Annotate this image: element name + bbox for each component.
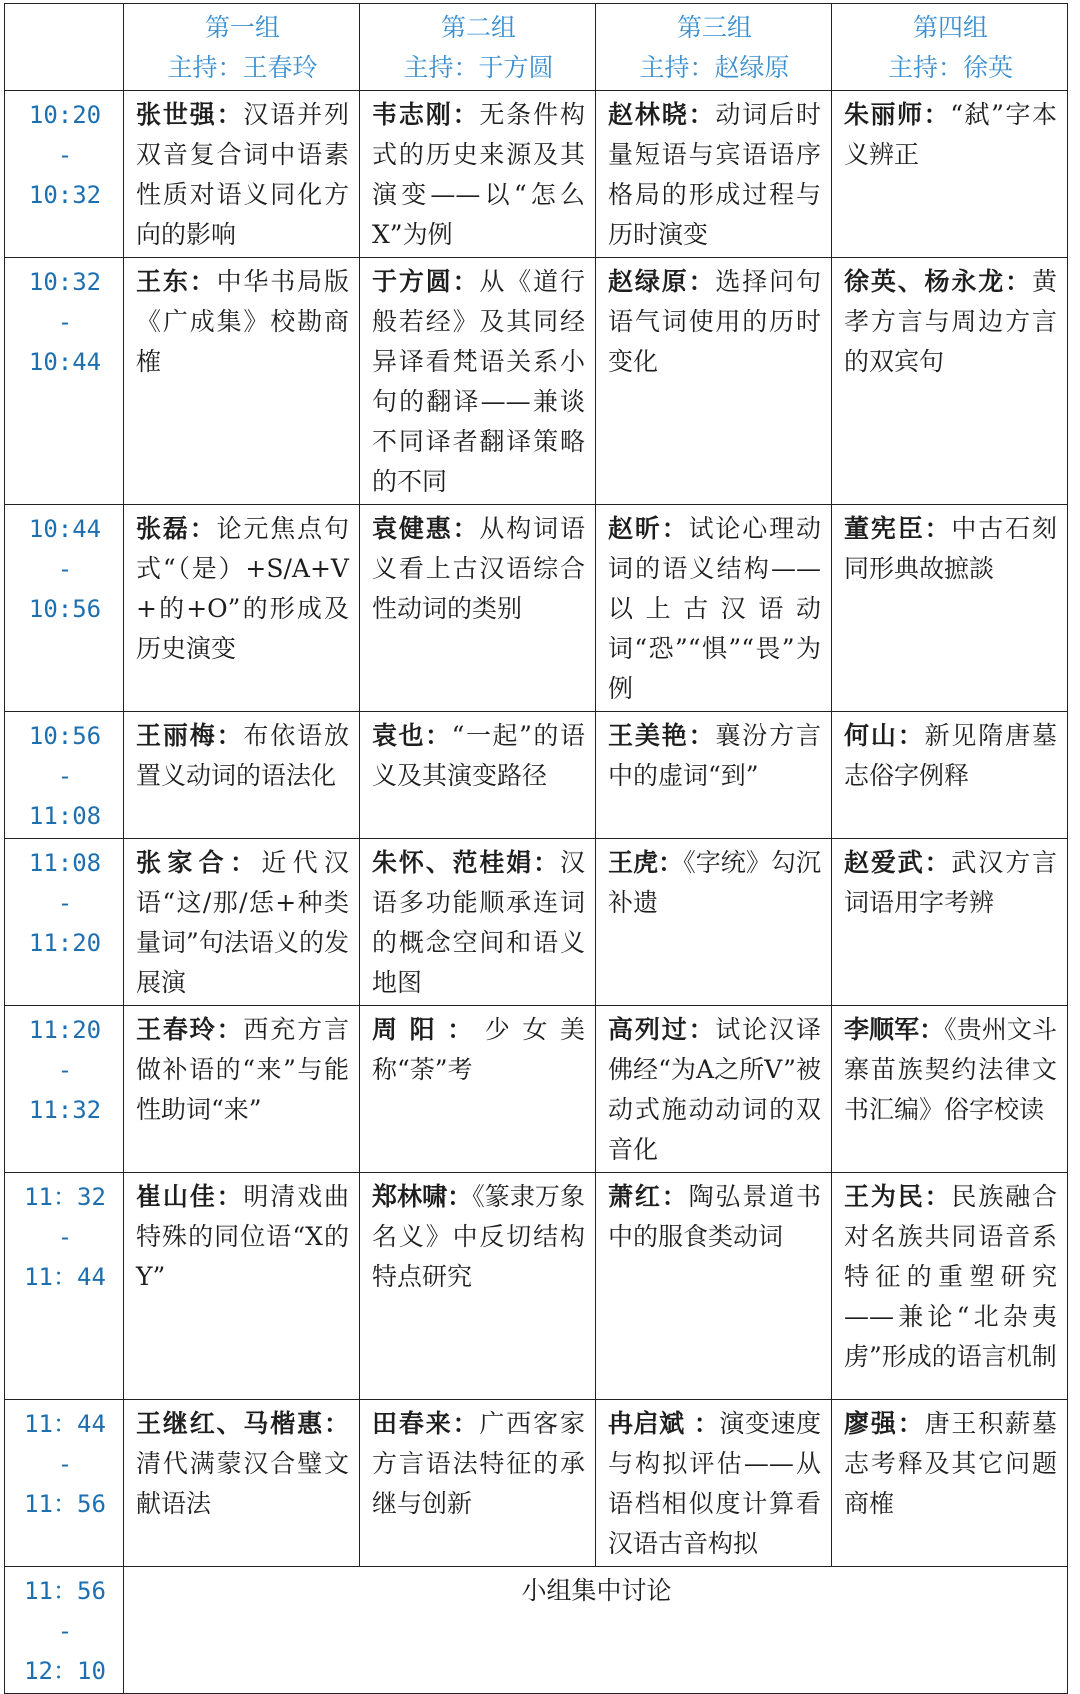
time-cell	[5, 1006, 124, 1173]
talk-title: 动词后时量短语与宾语语序格局的形成过程与历时演变	[608, 100, 821, 249]
talk-title: 演变速度与构拟评估——从语档相似度计算看汉语古音构拟	[608, 1409, 821, 1558]
time-end: 10:44	[28, 348, 102, 376]
time-cell	[5, 1173, 124, 1400]
talk-title: 无条件构式的历史来源及其演变——以“怎么X”为例	[372, 100, 585, 249]
talk-cell-group-1	[124, 1400, 360, 1567]
speaker-name: 王虎	[608, 848, 659, 877]
time-cell	[5, 258, 124, 505]
speaker-separator: ：	[216, 1182, 244, 1211]
time-cell	[5, 505, 124, 712]
speaker-name: 何山	[844, 721, 898, 750]
speaker-separator: ：	[688, 721, 716, 750]
talk-title: 选择问句语气词使用的历时变化	[608, 267, 821, 376]
time-end: 10:56	[28, 595, 102, 623]
talk-cell-group-1	[124, 258, 360, 505]
speaker-separator: ：	[661, 1182, 689, 1211]
speaker-name: 王东	[136, 267, 190, 296]
talk-title: 汉语并列双音复合词中语素性质对语义同化方向的影响	[136, 100, 349, 249]
speaker-name: 张世强	[136, 100, 217, 129]
time-dash: -	[57, 1617, 73, 1645]
speaker-separator: ：	[323, 1409, 349, 1438]
speaker-name: 王春玲	[136, 1015, 217, 1044]
speaker-separator: ：	[452, 100, 480, 129]
speaker-separator: ：	[924, 514, 952, 543]
speaker-separator: ：	[452, 1409, 480, 1438]
speaker-name: 赵林晓	[608, 100, 689, 129]
speaker-separator: ：	[688, 1015, 716, 1044]
time-dash: -	[57, 889, 73, 917]
speaker-name: 赵绿原	[608, 267, 689, 296]
speaker-name: 廖强	[844, 1409, 898, 1438]
talk-cell-group-3	[596, 91, 832, 258]
talk-title: 陶弘景道书中的服食类动词	[608, 1182, 821, 1251]
speaker-name: 王丽梅	[136, 721, 217, 750]
talk-title: 《贵州文斗寨苗族契约法律文书汇编》俗字校读	[844, 1015, 1057, 1124]
talk-cell-group-3	[596, 1006, 832, 1173]
group-name: 第一组	[204, 13, 280, 42]
time-start: 10:32	[28, 268, 102, 296]
time-dash: -	[57, 555, 73, 583]
group-name: 第二组	[440, 13, 516, 42]
talk-cell-group-4	[832, 712, 1068, 839]
talk-cell-group-4	[832, 1006, 1068, 1173]
speaker-separator: ：	[216, 100, 244, 129]
time-start: 11:20	[28, 1016, 102, 1044]
group-host: 主持：于方圆	[403, 53, 554, 82]
talk-cell-group-4	[832, 505, 1068, 712]
speaker-name: 赵爱武	[844, 848, 925, 877]
time-cell	[5, 839, 124, 1006]
schedule-row	[5, 505, 1068, 712]
speaker-separator: ：	[658, 848, 684, 877]
speaker-separator: ：	[447, 1182, 473, 1211]
talk-title: 汉语多功能顺承连词的概念空间和语义地图	[372, 848, 585, 997]
time-start: 10:56	[28, 722, 102, 750]
talk-cell-group-3	[596, 1400, 832, 1567]
speaker-name: 赵昕	[608, 514, 662, 543]
time-end: 10:32	[28, 181, 102, 209]
schedule-row	[5, 258, 1068, 505]
speaker-name: 韦志刚	[372, 100, 453, 129]
speaker-separator: ：	[452, 267, 480, 296]
time-cell	[5, 712, 124, 839]
speaker-separator: ：	[924, 1182, 952, 1211]
speaker-separator: ：	[447, 1015, 485, 1044]
schedule-body	[5, 91, 1068, 1694]
time-start: 11：32	[24, 1183, 106, 1211]
time-cell	[5, 1567, 124, 1694]
speaker-separator: ：	[897, 721, 925, 750]
schedule-row	[5, 1400, 1068, 1567]
time-end: 11：56	[24, 1490, 106, 1518]
talk-cell-group-2	[360, 839, 596, 1006]
talk-cell-group-2	[360, 91, 596, 258]
talk-cell-group-2	[360, 1400, 596, 1567]
speaker-separator: ：	[216, 721, 244, 750]
group-header-3	[596, 4, 832, 91]
talk-cell-group-2	[360, 505, 596, 712]
group-name: 第四组	[912, 13, 988, 42]
schedule-row	[5, 1173, 1068, 1400]
group-host: 主持：徐英	[887, 53, 1013, 82]
speaker-separator: ：	[919, 1015, 945, 1044]
schedule-row	[5, 712, 1068, 839]
talk-cell-group-1	[124, 1173, 360, 1400]
talk-cell-group-2	[360, 1006, 596, 1173]
header-row	[5, 4, 1068, 91]
talk-title: 布依语放置义动词的语法化	[136, 721, 349, 790]
speaker-separator: ：	[452, 514, 480, 543]
speaker-separator: ：	[425, 721, 452, 750]
talk-title: 试论汉译佛经“为A之所V”被动式施动动词的双音化	[608, 1015, 821, 1164]
speaker-separator: ：	[189, 267, 217, 296]
group-host: 主持：王春玲	[167, 53, 318, 82]
talk-cell-group-4	[832, 1173, 1068, 1400]
speaker-name: 袁也	[372, 721, 426, 750]
final-row	[5, 1567, 1068, 1694]
speaker-separator: ：	[661, 514, 689, 543]
schedule-table	[4, 3, 1068, 1694]
talk-title: 武汉方言词语用字考辨	[844, 848, 1057, 917]
schedule-row	[5, 839, 1068, 1006]
speaker-separator: ：	[923, 100, 951, 129]
talk-title: 少女美称“荼”考	[372, 1015, 585, 1084]
speaker-separator: ：	[897, 1409, 925, 1438]
speaker-name: 王继红、马楷惠	[136, 1409, 324, 1438]
schedule-row	[5, 91, 1068, 258]
time-cell	[5, 91, 124, 258]
talk-cell-group-4	[832, 258, 1068, 505]
talk-title: 清代满蒙汉合璧文献语法	[136, 1449, 349, 1518]
speaker-name: 朱怀、范桂娟	[372, 848, 534, 877]
speaker-separator: ：	[229, 848, 262, 877]
schedule-row	[5, 1006, 1068, 1173]
speaker-name: 崔山佳	[136, 1182, 217, 1211]
speaker-name: 冉启斌	[608, 1409, 685, 1438]
speaker-name: 高列过	[608, 1015, 689, 1044]
group-header-4	[832, 4, 1068, 91]
speaker-separator: ：	[189, 514, 217, 543]
time-cell	[5, 1400, 124, 1567]
time-dash: -	[57, 1450, 73, 1478]
speaker-name: 郑林啸	[372, 1182, 448, 1211]
speaker-name: 李顺军	[844, 1015, 920, 1044]
group-header-2	[360, 4, 596, 91]
speaker-name: 田春来	[372, 1409, 453, 1438]
talk-cell-group-1	[124, 839, 360, 1006]
talk-cell-group-1	[124, 91, 360, 258]
time-dash: -	[57, 762, 73, 790]
time-start: 10:20	[28, 101, 102, 129]
speaker-name: 萧红	[608, 1182, 662, 1211]
group-host: 主持：赵绿原	[639, 53, 790, 82]
speaker-name: 董宪臣	[844, 514, 925, 543]
speaker-name: 朱丽师	[844, 100, 924, 129]
speaker-separator: ：	[216, 1015, 244, 1044]
talk-cell-group-1	[124, 1006, 360, 1173]
speaker-separator: ：	[533, 848, 560, 877]
speaker-name: 王美艳	[608, 721, 689, 750]
talk-title: 从构词语义看上古汉语综合性动词的类别	[372, 514, 585, 623]
talk-title: 明清戏曲特殊的同位语“X的Y”	[136, 1182, 349, 1291]
time-dash: -	[57, 1056, 73, 1084]
speaker-name: 张家合	[136, 848, 230, 877]
time-end: 11:20	[28, 929, 102, 957]
talk-title: “一起”的语义及其演变路径	[372, 721, 585, 790]
talk-cell-group-2	[360, 258, 596, 505]
time-end: 11：44	[24, 1263, 106, 1291]
time-end: 11:08	[28, 802, 102, 830]
speaker-separator: ：	[1005, 267, 1032, 296]
time-dash: -	[57, 1223, 73, 1251]
talk-cell-group-4	[832, 1400, 1068, 1567]
talk-title: 试论心理动词的语义结构——以上古汉语动词“恐”“惧”“畏”为例	[608, 514, 821, 703]
time-dash: -	[57, 308, 73, 336]
speaker-name: 周阳	[372, 1015, 448, 1044]
talk-cell-group-3	[596, 1173, 832, 1400]
group-discussion-cell: 小组集中讨论	[124, 1567, 1068, 1694]
time-end: 11:32	[28, 1096, 102, 1124]
talk-cell-group-4	[832, 839, 1068, 1006]
talk-cell-group-3	[596, 839, 832, 1006]
speaker-name: 于方圆	[372, 267, 453, 296]
talk-cell-group-1	[124, 712, 360, 839]
talk-cell-group-2	[360, 1173, 596, 1400]
talk-title: “弑”字本义辨正	[844, 100, 1057, 169]
time-end: 12：10	[24, 1657, 106, 1685]
speaker-name: 徐英、杨永龙	[844, 267, 1006, 296]
talk-title: 广西客家方言语法特征的承继与创新	[372, 1409, 585, 1518]
talk-title: 中古石刻同形典故摭談	[844, 514, 1057, 583]
talk-title: 从《道行般若经》及其同经异译看梵语关系小句的翻译——兼谈不同译者翻译策略的不同	[372, 267, 585, 496]
time-start: 11：44	[24, 1410, 106, 1438]
speaker-name: 王为民	[844, 1182, 925, 1211]
speaker-separator: ：	[924, 848, 952, 877]
speaker-separator: ：	[688, 100, 716, 129]
talk-title: 唐王积薪墓志考释及其它问题商榷	[844, 1409, 1057, 1518]
talk-title: 黄孝方言与周边方言的双宾句	[844, 267, 1057, 376]
time-start: 10:44	[28, 515, 102, 543]
time-start: 11:08	[28, 849, 102, 877]
talk-cell-group-4	[832, 91, 1068, 258]
corner-cell	[5, 4, 124, 91]
talk-cell-group-1	[124, 505, 360, 712]
talk-title: 《篆隶万象名义》中反切结构特点研究	[372, 1182, 585, 1291]
talk-title: 襄汾方言中的虚词“到”	[608, 721, 821, 790]
speaker-separator: ：	[688, 267, 716, 296]
time-dash: -	[57, 141, 73, 169]
talk-cell-group-3	[596, 505, 832, 712]
talk-cell-group-3	[596, 712, 832, 839]
talk-cell-group-2	[360, 712, 596, 839]
talk-title: 新见隋唐墓志俗字例释	[844, 721, 1057, 790]
time-start: 11：56	[24, 1577, 106, 1605]
group-header-1	[124, 4, 360, 91]
speaker-separator: ：	[684, 1409, 720, 1438]
talk-title: 中华书局版《广成集》校勘商榷	[136, 267, 349, 376]
speaker-name: 张磊	[136, 514, 190, 543]
talk-title: 西充方言做补语的“来”与能性助词“来”	[136, 1015, 349, 1124]
speaker-name: 袁健惠	[372, 514, 453, 543]
talk-title: 论元焦点句式“（是）+S/A+V+的+O”的形成及历史演变	[136, 514, 349, 663]
talk-cell-group-3	[596, 258, 832, 505]
talk-title: 近代汉语“这/那/恁+种类量词”句法语义的发展演	[136, 848, 349, 997]
talk-title: 民族融合对名族共同语音系特征的重塑研究——兼论“北杂夷虏”形成的语言机制	[844, 1182, 1057, 1371]
group-name: 第三组	[676, 13, 752, 42]
talk-title: 《字统》勾沉补遗	[608, 848, 821, 917]
